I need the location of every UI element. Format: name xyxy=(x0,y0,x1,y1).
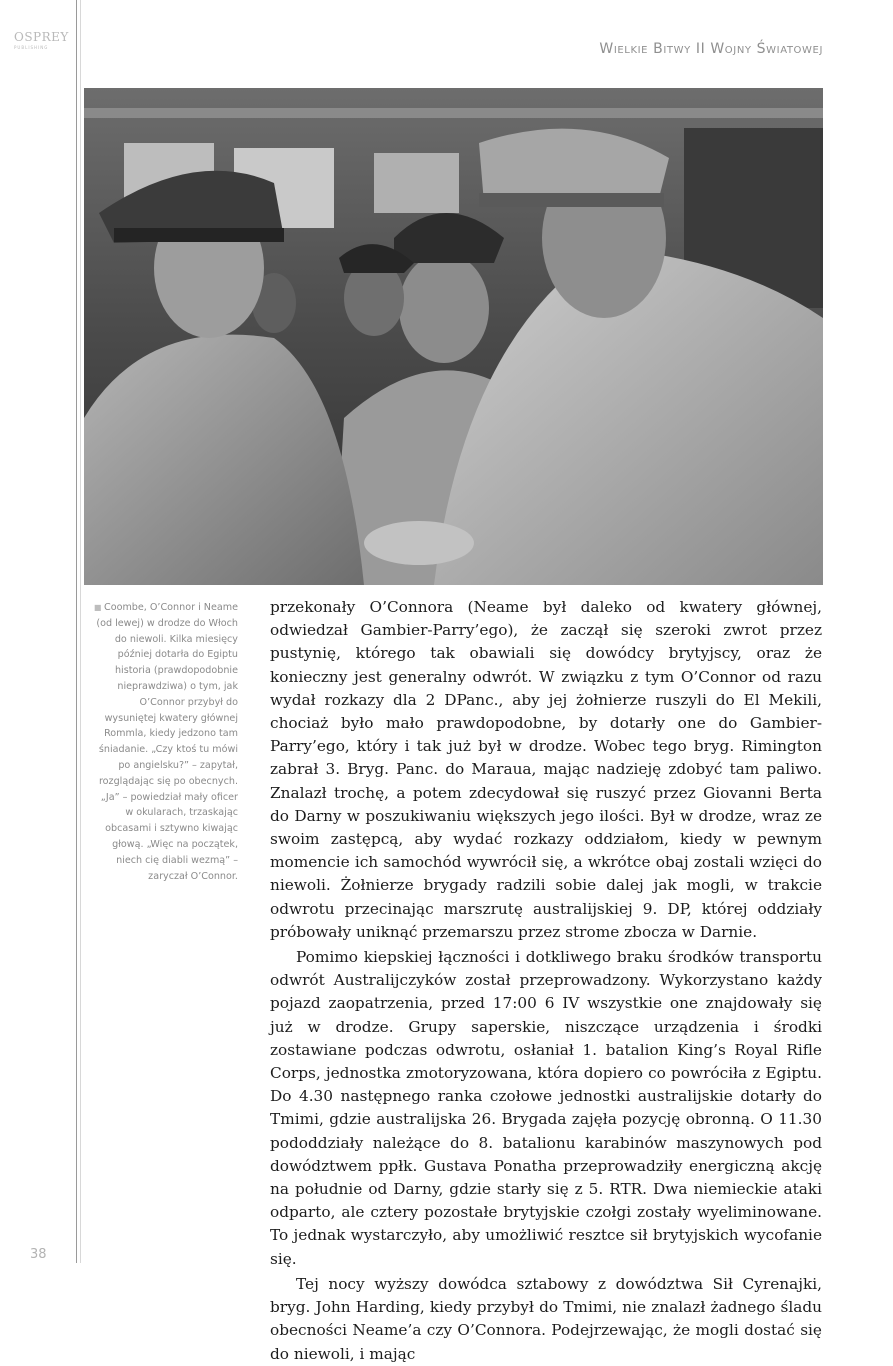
margin-rule-inner xyxy=(80,0,81,1263)
page-number: 38 xyxy=(30,1247,47,1262)
publisher-name: OSPREY xyxy=(14,30,69,44)
officer-face xyxy=(399,253,489,363)
paragraph: przekonały O’Connora (Neame był daleko od kwatery głównej, odwiedzał Gambier-Parry’ego), że zaczął się szeroki zwrot przez pustynię, którego tak obawiali się dowódcy brytyjscy, oraz że konieczny jest generalny odwrót. W związku z tym O’Connor od razu wydał rozkazy dla 2 DPanc., aby jej żołnierze ruszyli do El Mekili, chociaż było mało prawdopodobne, by dotarły one do Gambier-Parry’ego, który i tak już był w drodze. Wobec tego bryg. Rimington zabrał 3. Bryg. Panc. do Maraua, mając nadzieję zdobyć tam paliwo. Znalazł trochę, a potem zdecydował się ruszyć przez Giovanni Berta do Darny w poszukiwaniu większych jego ilości. Był w drodze, wraz ze swoim zastępcą, aby wydać rozkazy oddziałom, kiedy w pewnym momencie ich samochód wywrócił się, a wkrótce obaj zostali wzięci do niewoli. Żołnierze brygady radzili sobie dalej jak mogli, w trakcie odwrotu przecinając marszrutę australijskiej 9. DP, której oddziały próbowały uniknąć przemarszu przez strome zbocza w Darnie. xyxy=(270,598,822,941)
series-title: Wielkie Bitwy II Wojny Światowej xyxy=(599,41,823,57)
publisher-sub: PUBLISHING xyxy=(14,45,49,50)
photo-caption xyxy=(90,600,238,884)
caption-bullet-icon: ■ xyxy=(93,603,104,612)
photo xyxy=(84,88,823,585)
handshake xyxy=(364,521,474,565)
caption-text: Coombe, O’Connor i Neame (od lewej) w drodze do Włoch do niewoli. Kilka miesięcy później dotarła do Egiptu historia (prawdopodobnie nieprawdziwa) o tym, jak O’Connor przybył do wysuniętej kwatery głównej Rommla, kiedy jedzono tam śniadanie. „Czy ktoś tu mówi po angielsku?” – zapytał, rozglądając się po obecnych. „Ja” – powiedział mały oficer w okularach, trzaskając obcasami i sztywno kiwając głową. „Więc na początek, niech cię diabli wezmą” – zaryczał O’Connor. xyxy=(96,602,238,882)
paragraph: Tej nocy wyższy dowódca sztabowy z dowództwa Sił Cyrenajki, bryg. John Harding, kiedy przybył do Tmimi, nie znalazł żadnego śladu obecności Neame’a czy O’Connora. Podejrzewając, że mogli dostać się do niewoli, i mając xyxy=(270,1274,822,1363)
paragraph: Pomimo kiepskiej łączności i dotkliwego braku środków transportu odwrót Australijczyków został przeprowadzony. Wykorzystano każdy pojazd zaopatrzenia, przed 17:00 6 IV wszystkie one znajdowały się już w drodze. Grupy saperskie, niszczące urządzenia i środki zostawiane podczas odwrotu, osłaniał 1. batalion King’s Royal Rifle Corps, jednostka zmotoryzowana, która dopiero co powróciła z Egiptu. Do 4.30 następnego ranka czołowe jednostki australijskie dotarły do Tmimi, gdzie australijska 26. Brygada zajęła pozycję obronną. O 11.30 pododdziały należące do 8. batalionu karabinów maszynowych pod dowództwem ppłk. Gustava Ponatha przeprowadziły energiczną akcję na południe od Darny, gdzie starły się z 5. RTR. Dwa niemieckie ataki odparto, ale cztery pozostałe brytyjskie czołgi zostały wyeliminowane. To jednak wystarczyło, aby umożliwić resztce sił brytyjskich wycofanie się. xyxy=(270,948,822,1268)
publisher-logo xyxy=(14,30,74,50)
body-text xyxy=(270,596,822,1366)
train-window xyxy=(374,153,459,213)
margin-rule xyxy=(76,0,77,1263)
